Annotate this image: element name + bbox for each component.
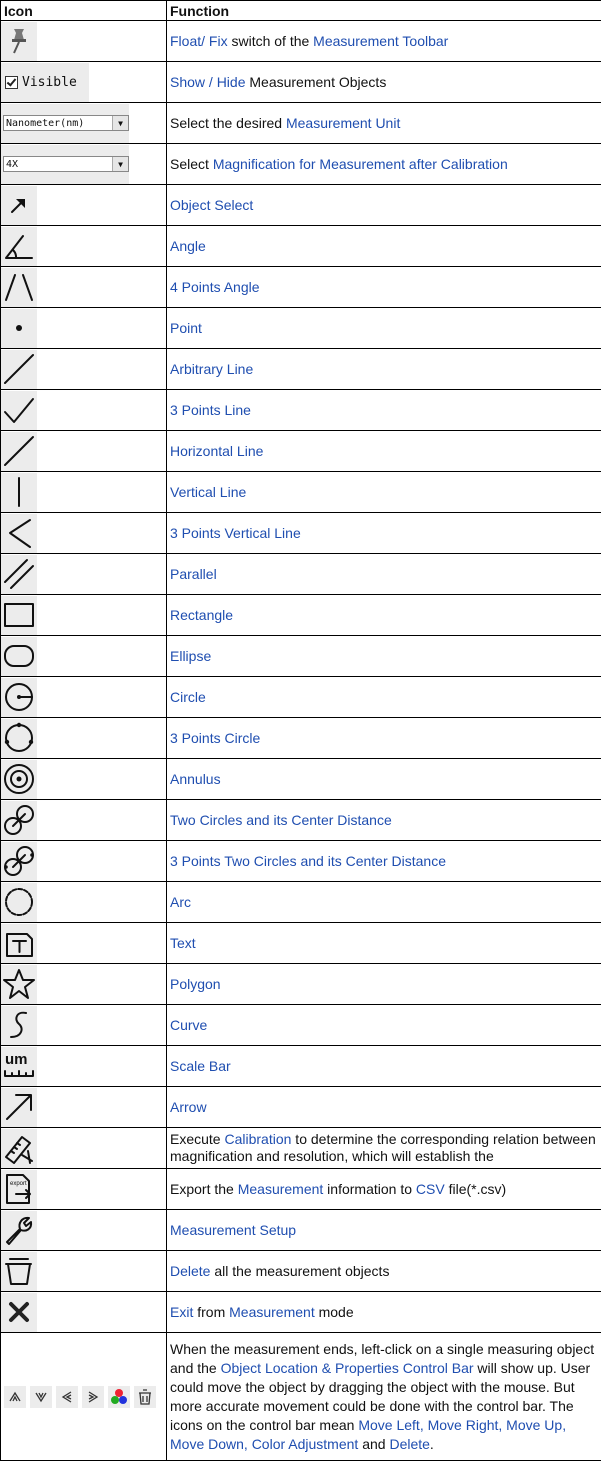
icon-cell — [1, 1087, 167, 1128]
highlighted-term: Calibration — [224, 1131, 292, 1147]
curve-icon[interactable] — [1, 1006, 37, 1045]
table-row — [1, 185, 601, 226]
function-cell — [167, 1292, 601, 1333]
three-points-vertical-line-icon[interactable] — [1, 514, 37, 553]
chevron-down-icon[interactable]: ▼ — [112, 116, 128, 130]
function-cell — [167, 103, 601, 144]
table-row — [1, 759, 601, 800]
table-row — [1, 62, 601, 103]
highlighted-term: Arc — [170, 893, 191, 910]
icon-cell — [1, 1046, 167, 1087]
function-text: Export the — [170, 1180, 238, 1197]
unit-select-box[interactable] — [3, 115, 129, 131]
svg-text:export: export — [10, 1181, 27, 1187]
function-cell — [167, 964, 601, 1005]
icon-cell — [1, 62, 167, 103]
calibration-icon[interactable] — [1, 1129, 37, 1168]
color-adjustment-icon[interactable] — [108, 1386, 130, 1408]
highlighted-term: Arbitrary Line — [170, 360, 254, 377]
highlighted-term: Show / Hide — [170, 73, 246, 90]
magnification-select[interactable] — [1, 145, 129, 184]
polygon-icon[interactable] — [1, 965, 37, 1004]
function-cell — [167, 185, 601, 226]
function-cell — [167, 1005, 601, 1046]
control-bar — [1, 1386, 166, 1408]
highlighted-term: Measurement — [229, 1303, 315, 1320]
icon-cell — [1, 472, 167, 513]
function-cell — [167, 1333, 601, 1461]
icon-cell — [1, 800, 167, 841]
highlighted-term: Object Location & Properties Control Bar — [220, 1359, 474, 1376]
function-text: . — [429, 1435, 434, 1452]
icon-cell — [1, 636, 167, 677]
table-row — [1, 1251, 601, 1292]
highlighted-term: Vertical Line — [170, 483, 247, 500]
icon-cell — [1, 1251, 167, 1292]
move-down-icon[interactable] — [30, 1386, 52, 1408]
visible-checkbox[interactable] — [1, 63, 89, 102]
rectangle-icon[interactable] — [1, 596, 37, 635]
table-row — [1, 1087, 601, 1128]
function-cell — [167, 1046, 601, 1087]
function-cell — [167, 62, 601, 103]
function-text: Execute — [170, 1131, 225, 1147]
function-text: When the measurement ends, left-click on a single measuring object and the — [170, 1340, 595, 1376]
table-row — [1, 308, 601, 349]
chevron-down-icon[interactable]: ▼ — [112, 157, 128, 171]
highlighted-term: Magnification for Measurement after Calibration — [212, 155, 508, 172]
three-points-line-icon[interactable] — [1, 391, 37, 430]
icon-cell — [1, 759, 167, 800]
function-text: mode — [314, 1303, 354, 1320]
highlighted-term: Point — [170, 319, 202, 336]
icon-cell — [1, 226, 167, 267]
icon-cell — [1, 882, 167, 923]
highlighted-term: 4 Points Angle — [170, 278, 260, 295]
function-cell — [167, 718, 601, 759]
pin-icon[interactable] — [1, 22, 37, 61]
function-text: and — [358, 1435, 390, 1452]
icon-cell — [1, 21, 167, 62]
highlighted-term: Angle — [170, 237, 206, 254]
table-row — [1, 513, 601, 554]
highlighted-term: Scale Bar — [170, 1057, 231, 1074]
icon-cell — [1, 349, 167, 390]
function-text: will show up. User could move the object by dragging the object with the mouse. But more accurate movement could be done with the control bar. The icons on the control bar mean — [170, 1359, 591, 1433]
magnification-select-box[interactable] — [3, 156, 129, 172]
two-circles-icon[interactable] — [1, 801, 37, 840]
function-cell — [167, 21, 601, 62]
icon-cell — [1, 841, 167, 882]
move-left-icon[interactable] — [56, 1386, 78, 1408]
function-text: to determine the corresponding relation between magnification and resolution, which will establish the — [170, 1131, 596, 1164]
table-row — [1, 554, 601, 595]
table-row — [1, 472, 601, 513]
function-cell — [167, 882, 601, 923]
icon-cell — [1, 308, 167, 349]
export-icon[interactable] — [1, 1170, 37, 1209]
function-cell — [167, 349, 601, 390]
function-text: Select the desired — [170, 114, 286, 131]
highlighted-term: Measurement Toolbar — [313, 32, 449, 49]
table-row — [1, 677, 601, 718]
function-cell — [167, 1169, 601, 1210]
highlighted-term: Arrow — [170, 1098, 207, 1115]
parallel-icon[interactable] — [1, 555, 37, 594]
table-row — [1, 964, 601, 1005]
ellipse-icon[interactable] — [1, 637, 37, 676]
function-cell — [167, 800, 601, 841]
function-cell — [167, 923, 601, 964]
highlighted-term: CSV — [415, 1180, 445, 1197]
table-row — [1, 800, 601, 841]
icon-cell — [1, 513, 167, 554]
table-row — [1, 1169, 601, 1210]
highlighted-term: Measurement Setup — [170, 1221, 297, 1238]
table-row — [1, 1292, 601, 1333]
function-text: switch of the — [227, 32, 314, 49]
function-cell — [167, 554, 601, 595]
function-cell — [167, 472, 601, 513]
table-row — [1, 1128, 601, 1169]
icon-cell — [1, 677, 167, 718]
arbitrary-line-icon[interactable] — [1, 350, 37, 389]
delete-icon[interactable] — [1, 1252, 37, 1291]
wrench-icon[interactable] — [1, 1211, 37, 1250]
table-row — [1, 1210, 601, 1251]
icon-cell — [1, 1128, 167, 1169]
table-row — [1, 390, 601, 431]
function-cell — [167, 513, 601, 554]
highlighted-term: 3 Points Line — [170, 401, 251, 418]
function-cell — [167, 841, 601, 882]
highlighted-term: Exit — [170, 1303, 194, 1320]
delete-icon[interactable] — [134, 1386, 156, 1408]
icon-cell — [1, 1169, 167, 1210]
function-text: all the measurement objects — [210, 1262, 390, 1279]
highlighted-term: Parallel — [170, 565, 217, 582]
highlighted-term: Two Circles and its Center Distance — [170, 811, 392, 828]
move-up-icon[interactable] — [4, 1386, 26, 1408]
three-points-two-circles-icon[interactable] — [1, 842, 37, 881]
unit-select[interactable] — [1, 104, 129, 143]
icon-cell — [1, 595, 167, 636]
table-row — [1, 595, 601, 636]
arc-icon[interactable] — [1, 883, 37, 922]
table-row — [1, 882, 601, 923]
checkbox-checked-icon[interactable] — [5, 76, 18, 89]
icon-cell — [1, 1333, 167, 1461]
table-row — [1, 21, 601, 62]
function-cell — [167, 1251, 601, 1292]
move-right-icon[interactable] — [82, 1386, 104, 1408]
scale-bar-icon[interactable] — [1, 1047, 37, 1086]
vertical-line-icon[interactable] — [1, 473, 37, 512]
highlighted-term: Annulus — [170, 770, 221, 787]
highlighted-term: Measurement Unit — [285, 114, 401, 131]
highlighted-term: Curve — [170, 1016, 208, 1033]
function-text: Select — [170, 155, 213, 172]
table-row — [1, 103, 601, 144]
arrow-icon[interactable] — [1, 1088, 37, 1127]
icon-cell — [1, 390, 167, 431]
four-points-angle-icon[interactable] — [1, 268, 37, 307]
table-row — [1, 923, 601, 964]
highlighted-term: Measurement — [237, 1180, 324, 1197]
highlighted-term: 3 Points Vertical Line — [170, 524, 301, 541]
table-row — [1, 226, 601, 267]
selected-value: 4X — [6, 158, 19, 170]
function-cell — [167, 431, 601, 472]
select-arrow-icon[interactable] — [1, 186, 37, 225]
header-icon: Icon — [1, 1, 167, 21]
highlighted-term: Move Left, Move Right, Move Up, Move Down, Color Adjustment — [170, 1416, 567, 1452]
table-row — [1, 1046, 601, 1087]
icon-cell — [1, 923, 167, 964]
highlighted-term: Text — [170, 934, 196, 951]
function-cell — [167, 1210, 601, 1251]
icon-cell — [1, 1292, 167, 1333]
icon-cell — [1, 964, 167, 1005]
table-row — [1, 144, 601, 185]
highlighted-term: Delete — [170, 1262, 211, 1279]
text-icon[interactable] — [1, 924, 37, 963]
function-cell — [167, 1087, 601, 1128]
icon-cell — [1, 431, 167, 472]
function-cell — [167, 267, 601, 308]
icon-cell — [1, 554, 167, 595]
highlighted-term: Ellipse — [170, 647, 212, 664]
function-text: from — [193, 1303, 230, 1320]
highlighted-term: Rectangle — [170, 606, 234, 623]
highlighted-term: Polygon — [170, 975, 221, 992]
svg-text:um: um — [5, 1051, 28, 1068]
icon-cell — [1, 1005, 167, 1046]
icon-cell — [1, 267, 167, 308]
function-cell — [167, 759, 601, 800]
visible-label: Visible — [22, 74, 77, 90]
highlighted-term: Circle — [170, 688, 206, 705]
close-icon[interactable] — [1, 1293, 37, 1332]
icon-cell — [1, 103, 167, 144]
function-text: Measurement Objects — [245, 73, 387, 90]
horizontal-line-icon[interactable] — [1, 432, 37, 471]
highlighted-term: Horizontal Line — [170, 442, 264, 459]
highlighted-term: Float/ Fix — [170, 32, 228, 49]
function-text: file(*.csv) — [444, 1180, 507, 1197]
highlighted-term: Object Select — [170, 196, 254, 213]
function-cell — [167, 677, 601, 718]
table-row — [1, 349, 601, 390]
selected-value: Nanometer(nm) — [6, 117, 85, 129]
highlighted-term: 3 Points Two Circles and its Center Distance — [170, 852, 446, 869]
angle-icon[interactable] — [1, 227, 37, 266]
table-row — [1, 1005, 601, 1046]
function-cell — [167, 595, 601, 636]
function-cell — [167, 636, 601, 677]
header-function: Function — [167, 1, 601, 21]
icon-cell — [1, 185, 167, 226]
table-row — [1, 267, 601, 308]
table-row — [1, 431, 601, 472]
function-cell — [167, 390, 601, 431]
icon-cell — [1, 718, 167, 759]
table-row — [1, 636, 601, 677]
icon-cell — [1, 1210, 167, 1251]
highlighted-term: Delete — [389, 1435, 430, 1452]
function-text: information to — [323, 1180, 416, 1197]
table-row — [1, 718, 601, 759]
table-row — [1, 841, 601, 882]
function-cell — [167, 226, 601, 267]
point-icon[interactable] — [1, 309, 37, 348]
function-cell — [167, 144, 601, 185]
annulus-icon[interactable] — [1, 760, 37, 799]
three-points-circle-icon[interactable] — [1, 719, 37, 758]
table-row — [1, 1333, 601, 1461]
icon-cell — [1, 144, 167, 185]
highlighted-term: 3 Points Circle — [170, 729, 261, 746]
circle-icon[interactable] — [1, 678, 37, 717]
function-cell — [167, 308, 601, 349]
function-cell — [167, 1128, 601, 1169]
